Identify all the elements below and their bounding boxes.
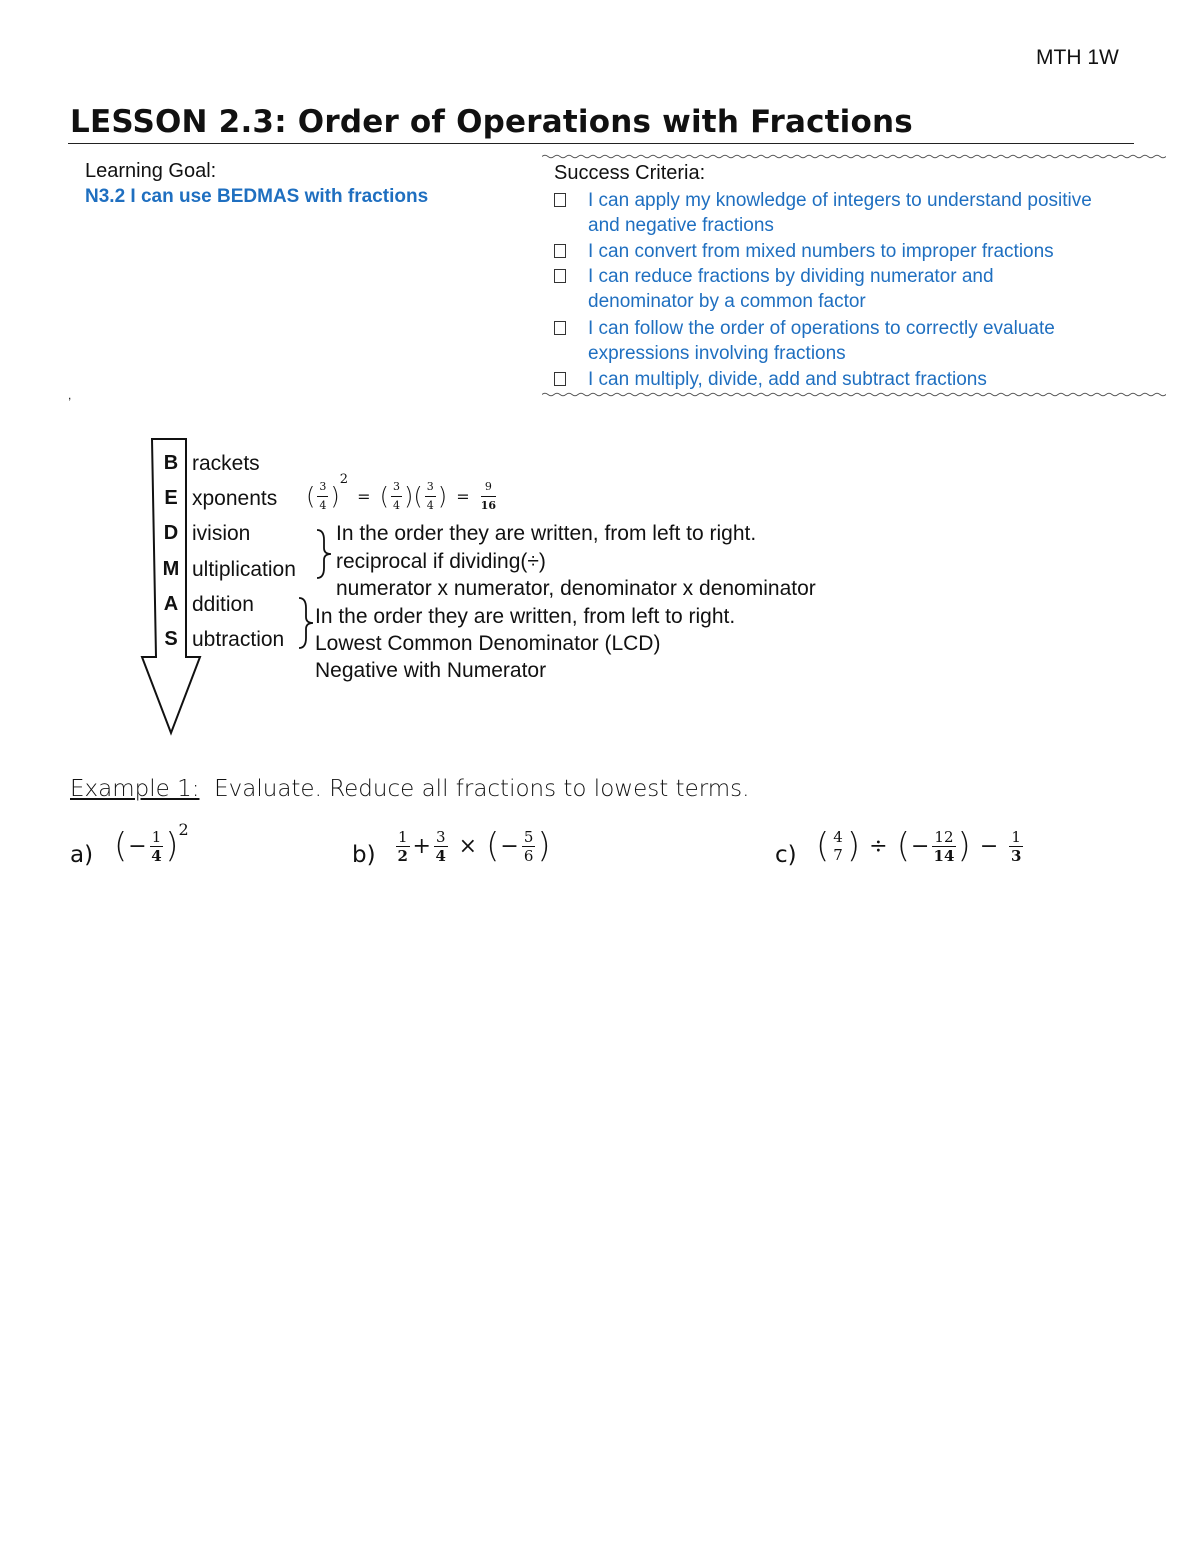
part-b-expression: $\frac{1}{2}$ + $\frac{3}{4}$ × (− $\frac{5}{6}$ ) <box>397 826 551 866</box>
bedmas-word-multiplication: ultiplication <box>192 558 296 581</box>
bedmas-letter-m: M <box>162 558 180 580</box>
part-a-expression: (− $\frac{1}{4}$ )2 <box>114 820 189 866</box>
example-label: Example 1: <box>70 776 200 802</box>
stray-mark: , <box>68 388 72 402</box>
part-a-label: a) <box>70 842 94 868</box>
checkbox-icon[interactable] <box>554 269 566 283</box>
down-arrow-icon <box>138 437 204 737</box>
dm-note-3: numerator x numerator, denominator x denominator <box>336 577 816 600</box>
bedmas-letter-b: B <box>163 452 179 474</box>
part-c-label: c) <box>775 842 797 868</box>
bedmas-letter-d: D <box>163 522 179 544</box>
lesson-title: LESSON 2.3: Order of Operations with Fractions <box>70 104 913 140</box>
exponent-example: ( $\frac{3}{4}$ )$^2$ = ( $\frac{3}{4}$ )( $\frac{3}{4}$ ) = $\frac{9}{16}$ <box>306 472 497 512</box>
brace-icon <box>314 528 334 580</box>
criteria-item: I can apply my knowledge of integers to understand positive and negative fractions <box>554 188 1128 238</box>
dm-note-2: reciprocal if dividing(÷) <box>336 550 546 573</box>
brace-icon <box>296 596 316 650</box>
bedmas-word-addition: ddition <box>192 593 254 616</box>
bedmas-letter-e: E <box>164 487 178 509</box>
checkbox-icon[interactable] <box>554 321 566 335</box>
as-note-3: Negative with Numerator <box>315 659 547 682</box>
bedmas-letter-s: S <box>164 628 178 650</box>
dm-note-1: In the order they are written, from left to right. <box>336 522 757 545</box>
learning-goal-heading: Learning Goal: <box>85 160 217 182</box>
example-heading <box>70 776 749 802</box>
as-note-2: Lowest Common Denominator (LCD) <box>315 632 661 655</box>
criteria-item: I can reduce fractions by dividing numerator and denominator by a common factor <box>554 264 1058 314</box>
bedmas-word-brackets: rackets <box>192 452 260 475</box>
course-code: MTH 1W <box>1036 46 1119 69</box>
criteria-item: I can follow the order of operations to correctly evaluate expressions involving fractions <box>554 316 1128 366</box>
checkbox-icon[interactable] <box>554 244 566 258</box>
learning-goal-text: N3.2 I can use BEDMAS with fractions <box>85 186 429 207</box>
example-instruction: Evaluate. Reduce all fractions to lowest terms. <box>214 776 750 802</box>
title-underline <box>68 143 1134 144</box>
criteria-item: I can convert from mixed numbers to improper fractions <box>554 239 1128 264</box>
bedmas-word-division: ivision <box>192 522 251 545</box>
bottom-wavy-border <box>542 392 1166 397</box>
top-wavy-border <box>542 154 1166 159</box>
success-criteria-heading: Success Criteria: <box>554 162 706 184</box>
bedmas-word-exponents: xponents <box>192 487 278 510</box>
part-c-expression: ( 4 7 ) ÷ (− $\frac{12}{14}$ ) − $\frac{1}{3}$ <box>816 826 1022 866</box>
checkbox-icon[interactable] <box>554 193 566 207</box>
criteria-item: I can multiply, divide, add and subtract fractions <box>554 367 1128 392</box>
as-note-1: In the order they are written, from left to right. <box>315 605 736 628</box>
bedmas-letter-a: A <box>163 593 179 615</box>
part-b-label: b) <box>352 842 376 868</box>
bedmas-word-subtraction: ubtraction <box>192 628 285 651</box>
checkbox-icon[interactable] <box>554 372 566 386</box>
